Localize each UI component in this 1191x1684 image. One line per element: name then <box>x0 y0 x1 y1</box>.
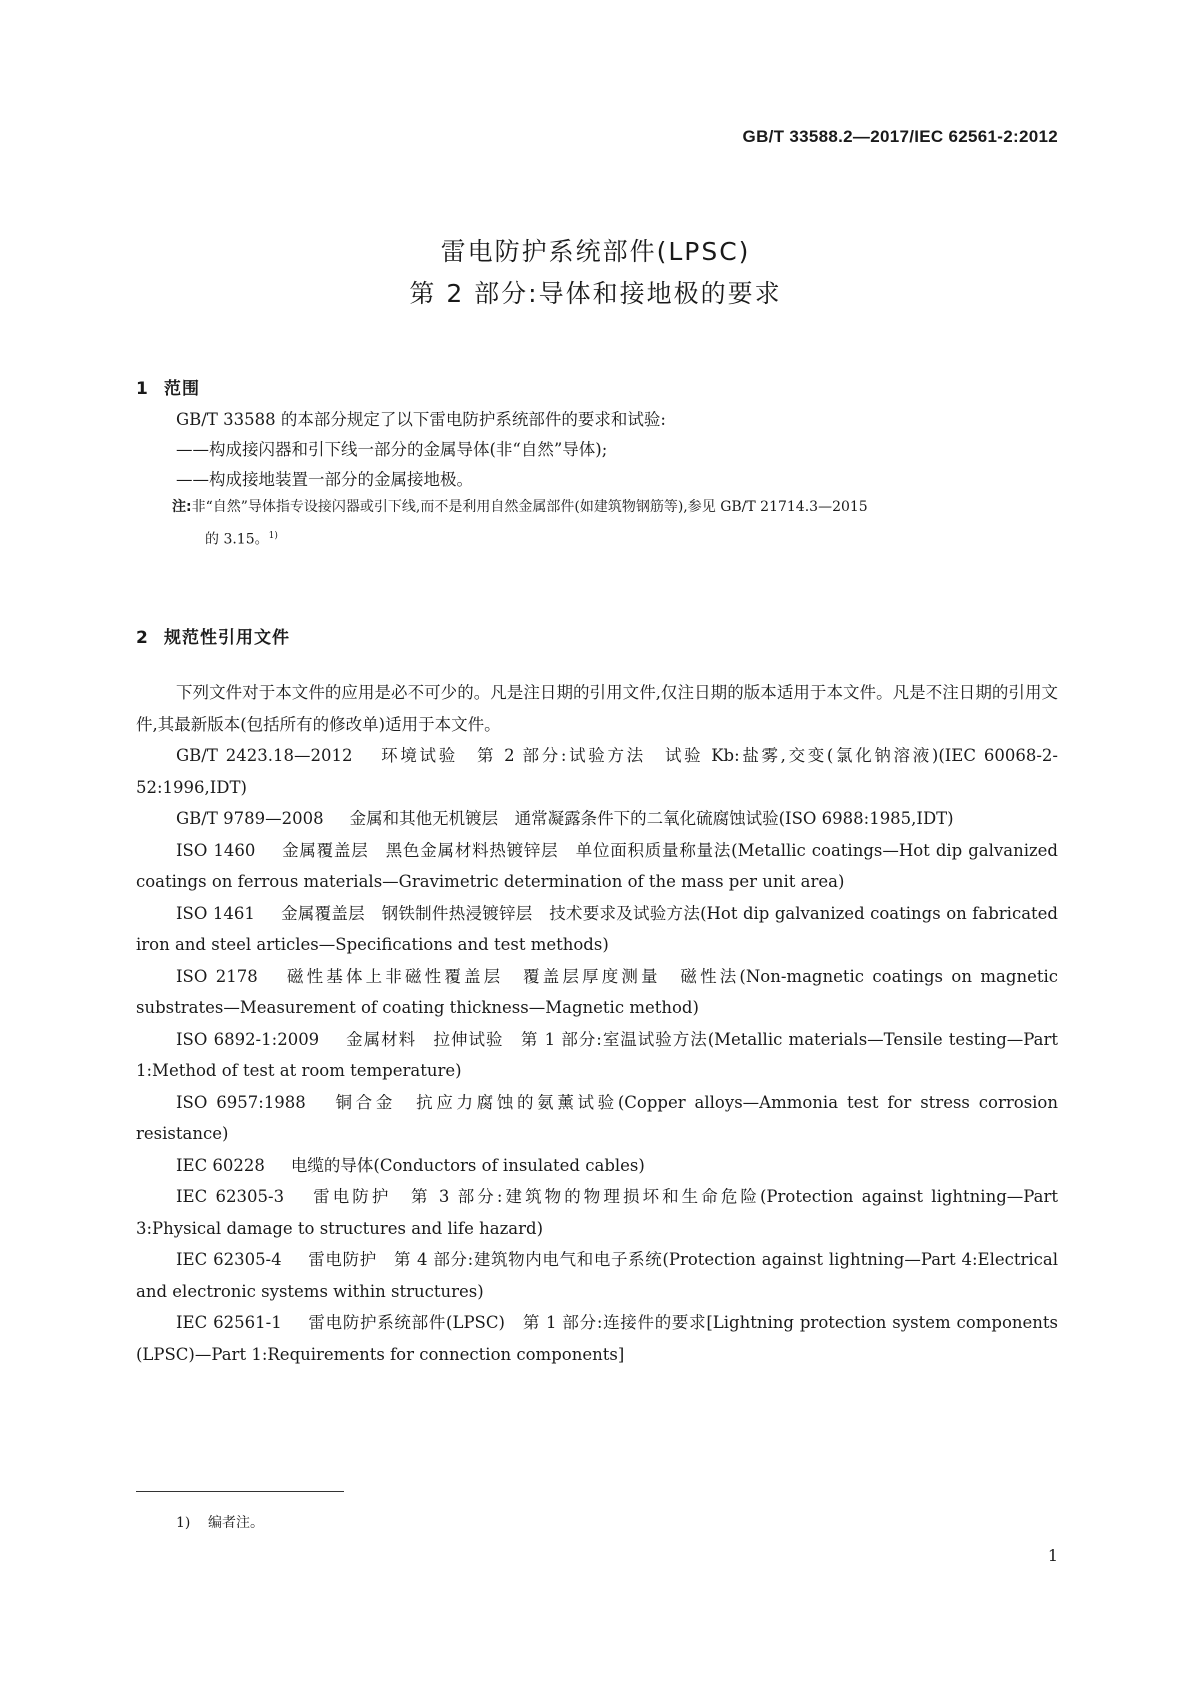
standard-code: GB/T 33588.2—2017/IEC 62561-2:2012 <box>742 127 1058 146</box>
reference-code: ISO 1460 <box>176 840 256 860</box>
reference-item <box>136 1024 1058 1087</box>
reference-title: 雷电防护 第 3 部分:建筑物的物理损坏和生命危险(Protection against lightning—Part 3:Physical damage to structures and life hazard) <box>136 1187 1058 1238</box>
reference-title: 金属和其他无机镀层 通常凝露条件下的二氧化硫腐蚀试验(ISO 6988:1985,IDT) <box>349 809 954 828</box>
section-1-heading <box>136 374 200 399</box>
reference-title: 金属覆盖层 钢铁制件热浸镀锌层 技术要求及试验方法(Hot dip galvanized coatings on fabricated iron and steel articles—Specifications and test methods) <box>136 903 1058 954</box>
reference-title: 铜合金 抗应力腐蚀的氨薰试验(Copper alloys—Ammonia test for stress corrosion resistance) <box>136 1092 1058 1143</box>
reference-item <box>136 835 1058 898</box>
reference-item <box>136 898 1058 961</box>
scope-intro: GB/T 33588 的本部分规定了以下雷电防护系统部件的要求和试验: <box>176 410 666 429</box>
reference-title: 雷电防护系统部件(LPSC) 第 1 部分:连接件的要求[Lightning protection system components (LPSC)—Part 1:Requirements for connection components] <box>136 1313 1058 1364</box>
footnote-number: 1) <box>176 1515 191 1531</box>
reference-code: IEC 62561-1 <box>176 1313 282 1332</box>
reference-item <box>136 1244 1058 1307</box>
section-1-title: 范围 <box>164 379 200 399</box>
reference-item <box>136 803 1058 835</box>
reference-code: IEC 60228 <box>176 1155 265 1175</box>
reference-code: ISO 6957:1988 <box>176 1092 306 1112</box>
reference-code: ISO 1461 <box>176 903 255 923</box>
reference-item <box>136 1181 1058 1244</box>
document-title-line2: 第 2 部分:导体和接地极的要求 <box>409 279 782 308</box>
reference-code: IEC 62305-3 <box>176 1187 285 1206</box>
reference-code: ISO 6892-1:2009 <box>176 1029 320 1049</box>
reference-title: 雷电防护 第 4 部分:建筑物内电气和电子系统(Protection against lightning—Part 4:Electrical and electronic systems within structures) <box>136 1250 1058 1301</box>
section-2-number: 2 <box>136 628 149 648</box>
section-1-number: 1 <box>136 379 149 399</box>
footnote-reference: 1) <box>268 531 278 541</box>
reference-code: ISO 2178 <box>176 966 258 986</box>
footnote-text: 编者注。 <box>208 1515 264 1531</box>
page-number: 1 <box>1047 1546 1058 1565</box>
document-title-line1: 雷电防护系统部件(LPSC) <box>440 237 751 266</box>
normative-references <box>136 677 1058 1370</box>
reference-item <box>136 1150 1058 1182</box>
scope-item-1: ——构成接闪器和引下线一部分的金属导体(非“自然”导体); <box>176 440 608 459</box>
reference-title: 环境试验 第 2 部分:试验方法 试验 Kb:盐雾,交变(氯化钠溶液)(IEC 60068-2-52:1996,IDT) <box>136 746 1058 797</box>
footnote <box>176 1512 264 1532</box>
reference-item <box>136 740 1058 803</box>
reference-title: 金属覆盖层 黑色金属材料热镀锌层 单位面积质量称量法(Metallic coatings—Hot dip galvanized coatings on ferrous materials—Gravimetric determination of the mass per unit area) <box>136 840 1058 891</box>
references-intro: 下列文件对于本文件的应用是必不可少的。凡是注日期的引用文件,仅注日期的版本适用于本文件。凡是不注日期的引用文件,其最新版本(包括所有的修改单)适用于本文件。 <box>136 683 1058 734</box>
reference-title: 电缆的导体(Conductors of insulated cables) <box>290 1155 645 1175</box>
reference-code: GB/T 9789—2008 <box>176 809 324 828</box>
note-text: 非“自然”导体指专设接闪器或引下线,而不是利用自然金属部件(如建筑物钢筋等),参见 GB/T 21714.3—2015 <box>191 499 868 515</box>
note-continuation: 的 3.15。 <box>205 531 269 548</box>
scope-note <box>172 493 1058 555</box>
reference-item <box>136 1087 1058 1150</box>
reference-code: GB/T 2423.18—2012 <box>176 746 353 765</box>
footnote-divider <box>136 1491 344 1492</box>
reference-item <box>136 961 1058 1024</box>
scope-item-2: ——构成接地装置一部分的金属接地极。 <box>176 470 473 489</box>
section-2-title: 规范性引用文件 <box>164 628 290 648</box>
reference-title: 金属材料 拉伸试验 第 1 部分:室温试验方法(Metallic materials—Tensile testing—Part 1:Method of test at room temperature) <box>136 1029 1058 1080</box>
note-label: 注: <box>172 499 192 515</box>
section-2-heading <box>136 623 290 648</box>
reference-title: 磁性基体上非磁性覆盖层 覆盖层厚度测量 磁性法(Non-magnetic coatings on magnetic substrates—Measurement of coating thickness—Magnetic method) <box>136 966 1058 1017</box>
reference-code: IEC 62305-4 <box>176 1250 282 1269</box>
reference-item <box>136 1307 1058 1370</box>
